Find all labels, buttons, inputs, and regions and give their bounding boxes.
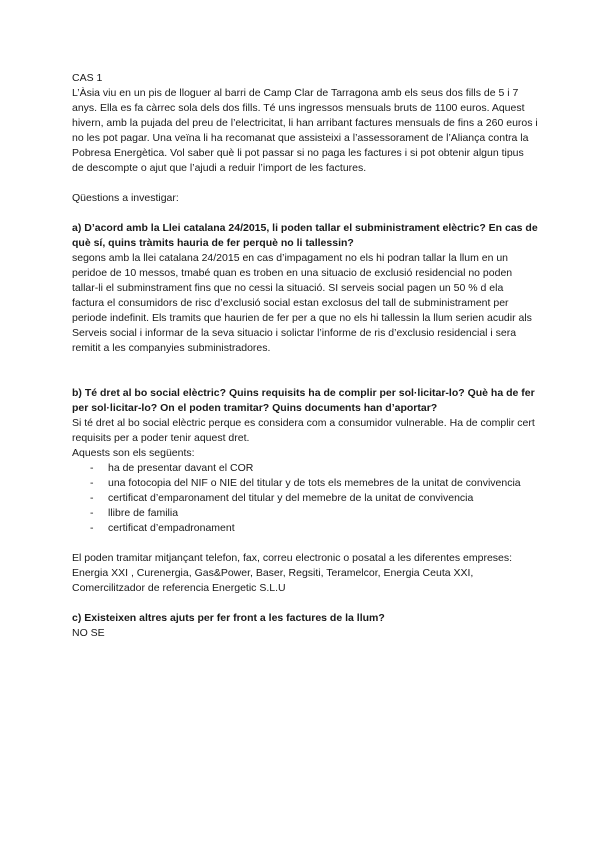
question-c: c) Existeixen altres ajuts per fer front a les factures de la llum?	[72, 612, 385, 624]
case-title: CAS 1	[72, 72, 103, 84]
answer-a: segons amb la llei catalana 24/2015 en cas d’impagament no els hi podran tallar la llum en un peridoe de 10 messos, tmabé quan es troben en una situacio de exclusió residencial no poden tallar-li el subminstrament fins que no cessi la situació. SI serveis social pagen un 50 % d ela factura el consumidors de risc d’exclusió social estan exclosus del tall de subministrament per periode indefinit. Els tramits que haurien de fer per a que no els hi tallessin la llum serien acudir als Serveis social i informar de la seva situacio i solictar l’informe de ris d’exclusio residencial i sera remitit a les companyies subministradores.	[72, 252, 532, 354]
question-a: a) D’acord amb la Llei catalana 24/2015, li poden tallar el subministrament elèctric? En cas de què sí, quins tràmits hauria de fer perquè no li tallessin?	[72, 222, 538, 249]
document-body	[72, 71, 538, 641]
answer-c: NO SE	[72, 627, 105, 639]
where-to-apply: El poden tramitar mitjançant telefon, fax, correu electronic o posatal a les diferentes empreses: Energia XXI , Curenergia, Gas&Power, Baser, Regsiti, Teramelcor, Energia Ceuta XXI, Comercilitzador de referencia Energetic S.L.U	[72, 552, 513, 594]
list-item: - llibre de familia	[90, 506, 538, 521]
list-item: - una fotocopia del NIF o NIE del titular y de tots els memebres de la unitat de convivencia	[90, 476, 538, 491]
requirements-list	[72, 461, 538, 536]
list-item: - ha de presentar davant el COR	[90, 461, 538, 476]
question-b: b) Té dret al bo social elèctric? Quins requisits ha de complir per sol·licitar-lo? Què ha de fer per sol·licitar-lo? On el poden tramitar? Quins documents han d’aportar?	[72, 387, 535, 414]
questions-heading: Qüestions a investigar:	[72, 192, 179, 204]
list-item: - certificat d’emparonament del titular y del memebre de la unitat de convivencia	[90, 491, 538, 506]
case-intro: L’Àsia viu en un pis de lloguer al barri de Camp Clar de Tarragona amb els seus dos fills de 5 i 7 anys. Ella es fa càrrec sola dels dos fills. Té uns ingressos mensuals bruts de 1100 euros. Aquest hivern, amb la pujada del preu de l’electricitat, li han arribant factures mensuals de fins a 260 euros i no les pot pagar. Una veïna li ha recomanat que assisteixi a l’assessorament de l’Aliança contra la Pobresa Energètica. Vol saber què li pot passar si no paga les factures i si pot obtenir algun tipus de descompte o ajut que l’ajudi a reduir l’import de les factures.	[72, 87, 538, 174]
list-item: - certificat d’empadronament	[90, 521, 538, 536]
answer-b: Si té dret al bo social elèctric perque es considera com a consumidor vulnerable. Ha de complir cert requisits per a poder tenir aquest dret.	[72, 417, 535, 444]
requirements-intro: Aquests son els següents:	[72, 447, 195, 459]
